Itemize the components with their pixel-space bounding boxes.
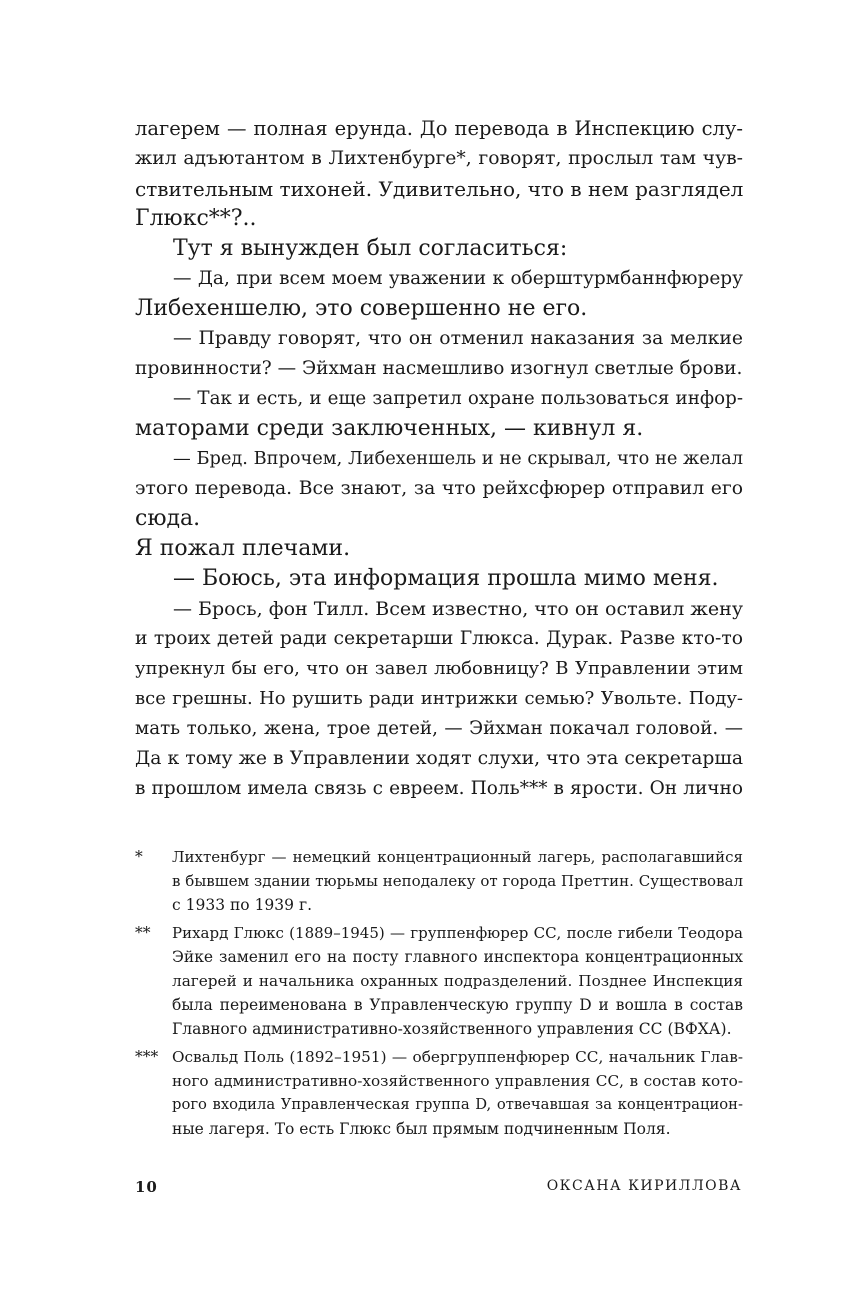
text-line: все грешны. Но рушить ради интрижки семью? Увольте. Поду- — [135, 688, 743, 709]
text-line: Тут я вынужден был согласиться: — [173, 236, 568, 261]
footnote-line: рого входила Управленческая группа D, отвечавшая за концентрацион- — [172, 1096, 743, 1113]
footnote-marker: ** — [135, 924, 151, 942]
footnote-line: в бывшем здании тюрьмы неподалеку от города Преттин. Существовал — [172, 872, 743, 890]
footnote-marker: * — [135, 848, 143, 866]
text-line: — Так и есть, и еще запретил охране пользоваться инфор- — [173, 388, 743, 409]
footnote-line: была переименована в Управленческую группу D и вошла в состав — [172, 996, 743, 1014]
text-line: ствительным тихоней. Удивительно, что в нем разглядел — [135, 177, 744, 201]
text-line: — Правду говорят, что он отменил наказания за мелкие — [173, 328, 743, 349]
footnote-line: Освальд Поль (1892–1951) — обергруппенфюрер СС, начальник Глав- — [172, 1048, 743, 1066]
footnote-line: ные лагеря. То есть Глюкс был прямым подчиненным Поля. — [172, 1120, 671, 1138]
text-line: Глюкс**?.. — [135, 206, 257, 231]
footnote-line: Главного административно-хозяйственного управления СС (ВФХА). — [172, 1020, 732, 1038]
text-line: этого перевода. Все знают, за что рейхсфюрер отправил его — [135, 478, 743, 499]
text-line: лагерем — полная ерунда. До перевода в Инспекцию слу- — [135, 117, 743, 140]
footnote-line: Лихтенбург — немецкий концентрационный лагерь, располагавшийся — [172, 848, 743, 866]
text-line: Да к тому же в Управлении ходят слухи, что эта секретарша — [135, 748, 743, 769]
text-line: Я пожал плечами. — [135, 536, 351, 561]
footnote-line: с 1933 по 1939 г. — [172, 896, 312, 914]
text-line: мать только, жена, трое детей, — Эйхман покачал головой. — — [135, 718, 743, 739]
page-number: 10 — [135, 1178, 158, 1196]
text-line: — Боюсь, эта информация прошла мимо меня. — [173, 566, 719, 591]
footnote-line: Эйке заменил его на посту главного инспектора концентрационных — [172, 948, 743, 966]
footnote-line: Рихард Глюкс (1889–1945) — группенфюрер СС, после гибели Теодора — [172, 924, 743, 942]
text-line: — Да, при всем моем уважении к оберштурмбаннфюреру — [173, 268, 743, 289]
footnote-marker: *** — [135, 1048, 159, 1066]
text-line: провинности? — Эйхман насмешливо изогнул светлые брови. — [135, 358, 743, 379]
text-line: упрекнул бы его, что он завел любовницу? В Управлении этим — [135, 658, 743, 679]
text-line: — Брось, фон Тилл. Всем известно, что он оставил жену — [173, 598, 743, 620]
text-line: Либехеншелю, это совершенно не его. — [135, 296, 588, 321]
text-line: маторами среди заключенных, — кивнул я. — [135, 416, 644, 441]
text-line: жил адъютантом в Лихтенбурге*, говорят, прослыл там чув- — [135, 148, 743, 169]
text-line: и троих детей ради секретарши Глюкса. Дурак. Разве кто-то — [135, 628, 743, 649]
text-line: сюда. — [135, 506, 201, 531]
footnote-line: лагерей и начальника охранных подразделений. Позднее Инспекция — [172, 972, 743, 990]
text-line: в прошлом имела связь с евреем. Поль*** в ярости. Он лично — [135, 778, 743, 799]
running-head-author: ОКСАНА КИРИЛЛОВА — [546, 1178, 742, 1194]
footnote-line: ного административно-хозяйственного управления СС, в состав кото- — [172, 1072, 743, 1090]
text-line: — Бред. Впрочем, Либехеншель и не скрывал, что не желал — [173, 449, 743, 469]
